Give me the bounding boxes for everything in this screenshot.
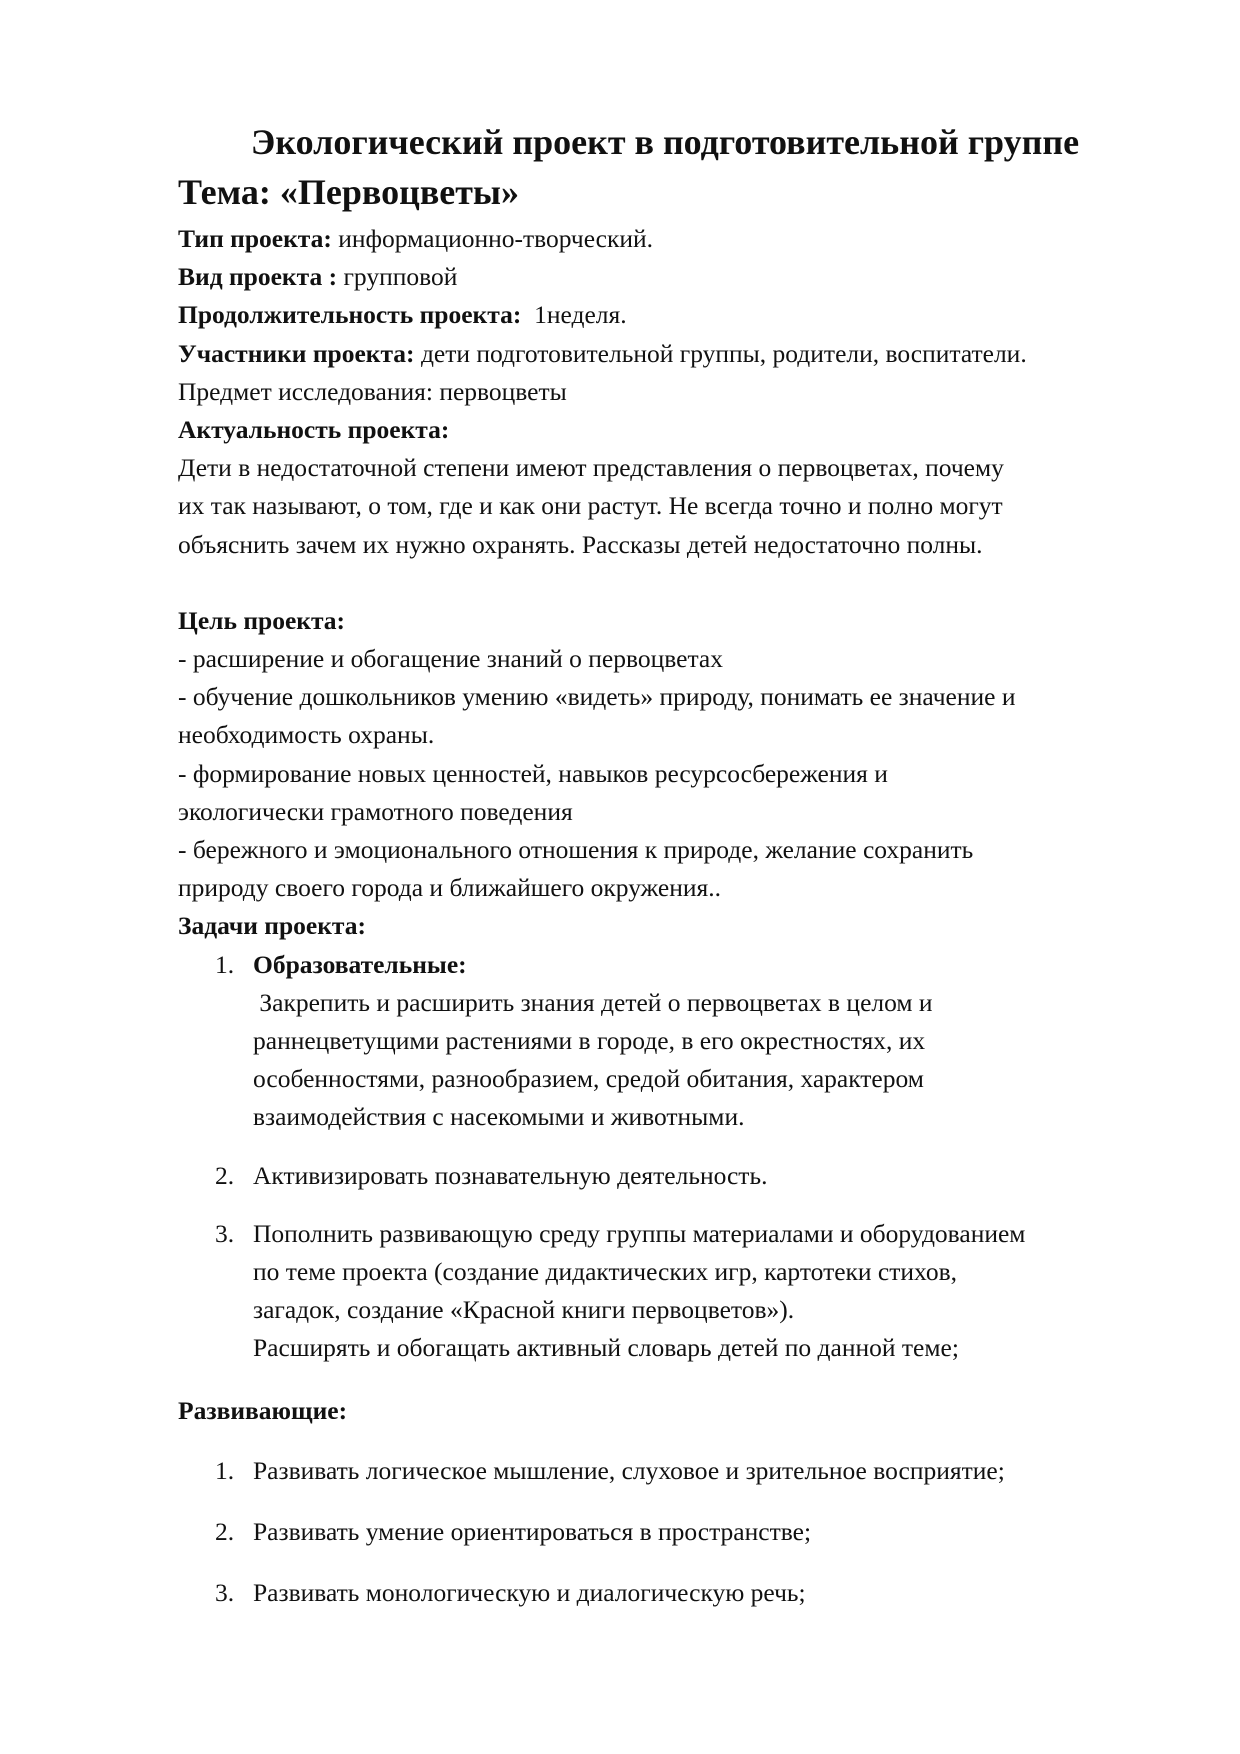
- task-text: Активизировать познавательную деятельность.: [253, 1160, 768, 1190]
- project-type-label: Тип проекта:: [178, 224, 332, 253]
- list-number: 1.: [215, 1455, 235, 1485]
- project-kind-label: Вид проекта :: [178, 262, 338, 292]
- task-line: по теме проекта (создание дидактических игр, картотеки стихов,: [253, 1257, 957, 1287]
- relevance-line: их так называют, о том, где и как они растут. Не всегда точно и полно могут: [178, 491, 1003, 521]
- developing-item: [178, 1452, 1158, 1490]
- duration-value: 1неделя.: [521, 300, 627, 330]
- developing-heading: Развивающие:: [178, 1395, 348, 1425]
- developing-text: Развивать монологическую и диалогическую речь;: [253, 1578, 806, 1608]
- goal-line: - расширение и обогащение знаний о первоцветах: [178, 644, 723, 674]
- relevance-line: объяснить зачем их нужно охранять. Рассказы детей недостаточно полны.: [178, 529, 983, 559]
- developing-item: [178, 1513, 1158, 1551]
- task-item-2: [178, 1157, 1158, 1195]
- spacer: [178, 1430, 1158, 1452]
- goal-heading: Цель проекта:: [178, 605, 346, 635]
- spacer: [178, 1490, 1158, 1513]
- project-duration: [178, 296, 1158, 334]
- developing-list: [178, 1452, 1158, 1613]
- goal-line: - бережного и эмоционального отношения к природе, желание сохранить: [178, 835, 974, 865]
- list-number: 2.: [215, 1160, 235, 1190]
- list-number: 1.: [215, 949, 235, 979]
- relevance-line: Дети в недостаточной степени имеют представления о первоцветах, почему: [178, 453, 1004, 483]
- task-line: Пополнить развивающую среду группы материалами и оборудованием: [253, 1218, 1026, 1248]
- list-number: 3.: [215, 1218, 235, 1248]
- participants-value: дети подготовительной группы, родители, воспитатели.: [414, 338, 1027, 368]
- spacer: [178, 564, 1158, 602]
- participants-label: Участники проекта:: [178, 338, 415, 368]
- goal-line: природу своего города и ближайшего окружения..: [178, 873, 721, 903]
- educational-line: раннецветущими растениями в городе, в его окрестностях, их: [253, 1026, 926, 1056]
- goal-line: необходимость охраны.: [178, 720, 435, 750]
- task-educational: [178, 946, 1158, 1137]
- developing-text: Развивать логическое мышление, слуховое и зрительное восприятие;: [253, 1455, 1005, 1485]
- research-subject: Предмет исследования: первоцветы: [178, 376, 567, 406]
- topic-heading: Тема: «Первоцветы»: [178, 172, 520, 212]
- spacer: [178, 1551, 1158, 1574]
- tasks-list: [178, 946, 1158, 1368]
- educational-heading: Образовательные:: [253, 949, 467, 979]
- relevance-heading: Актуальность проекта:: [178, 415, 450, 445]
- project-kind-value: групповой: [337, 262, 458, 292]
- task-line: загадок, создание «Красной книги первоцветов»).: [253, 1295, 795, 1325]
- spacer: [178, 1137, 1158, 1157]
- goal-line: экологически грамотного поведения: [178, 796, 573, 826]
- project-participants: [178, 335, 1158, 373]
- developing-text: Развивать умение ориентироваться в пространстве;: [253, 1517, 812, 1547]
- spacer: [178, 1368, 1158, 1392]
- goal-line: - формирование новых ценностей, навыков ресурсосбережения и: [178, 758, 888, 788]
- task-line: Расширять и обогащать активный словарь детей по данной теме;: [253, 1333, 959, 1363]
- educational-line: взаимодействия с насекомыми и животными.: [253, 1102, 745, 1132]
- duration-label: Продолжительность проекта:: [178, 300, 522, 330]
- educational-line: особенностями, разнообразием, средой обитания, характером: [253, 1064, 924, 1094]
- list-number: 3.: [215, 1578, 235, 1608]
- project-type-value: информационно-творческий.: [331, 224, 654, 253]
- tasks-heading: Задачи проекта:: [178, 911, 367, 941]
- document-title: Экологический проект в подготовительной группе: [250, 122, 1080, 162]
- list-number: 2.: [215, 1517, 235, 1547]
- document-body: [178, 220, 1158, 1613]
- spacer: [178, 1195, 1158, 1215]
- educational-line: Закрепить и расширить знания детей о первоцветах в целом и: [253, 987, 933, 1017]
- task-item-3: [178, 1215, 1158, 1368]
- project-kind: [178, 258, 1158, 296]
- project-type: [178, 220, 1158, 258]
- developing-item: [178, 1574, 1158, 1612]
- goal-line: - обучение дошкольников умению «видеть» природу, понимать ее значение и: [178, 682, 1016, 712]
